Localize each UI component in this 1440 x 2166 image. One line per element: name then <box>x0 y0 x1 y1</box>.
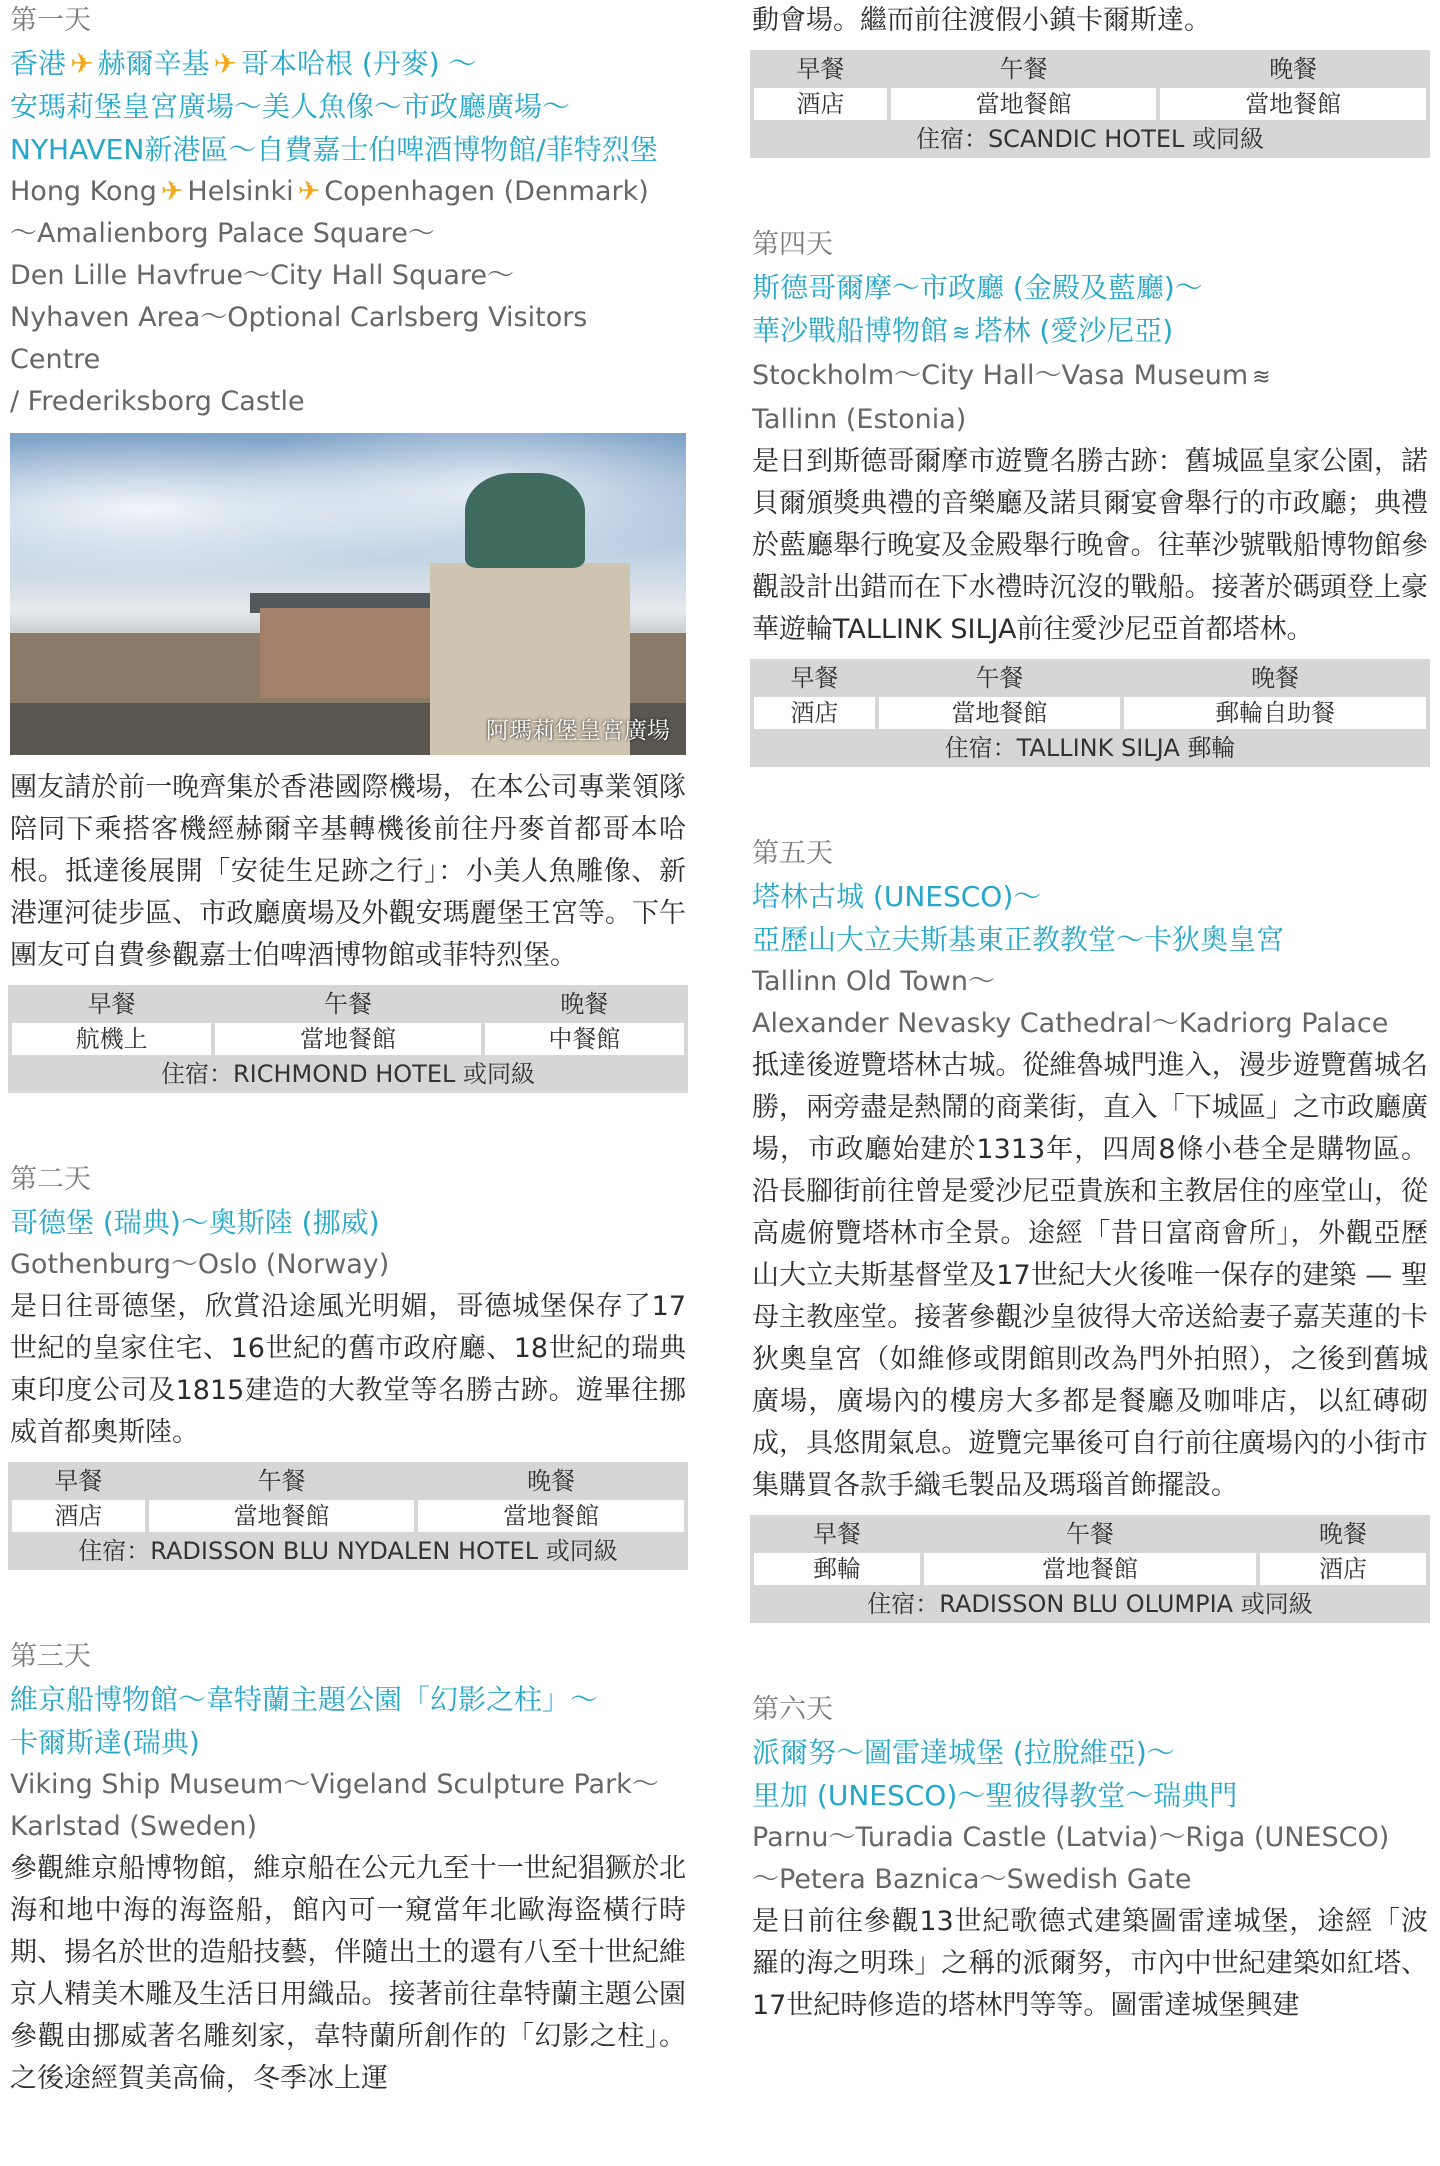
day-title-en: Alexander Nevasky Cathedral～Kadriorg Palace <box>752 1008 1389 1039</box>
breakfast-header: 早餐 <box>754 662 875 694</box>
day-description-continued: 動會場。繼而前往渡假小鎮卡爾斯達。 <box>752 5 1211 36</box>
breakfast-value: 酒店 <box>12 1500 145 1532</box>
day-label: 第三天 <box>10 1641 91 1672</box>
dinner-value: 當地餐館 <box>418 1500 684 1532</box>
plane-icon: ✈ <box>160 176 184 207</box>
day-title-en: Viking Ship Museum～Vigeland Sculpture Park～ <box>10 1769 659 1800</box>
route-stop: 塔林 (愛沙尼亞) <box>974 314 1174 347</box>
dinner-header: 晚餐 <box>1260 1518 1426 1550</box>
route-stop: 香港 <box>10 47 67 80</box>
day-6 <box>752 1689 1428 2027</box>
breakfast-header: 早餐 <box>754 53 887 85</box>
day-title-en: ～Amalienborg Palace Square～ <box>10 218 435 249</box>
route-stop: Hong Kong <box>10 176 157 207</box>
day-title-cn: 里加 (UNESCO)～聖彼得教堂～瑞典門 <box>752 1779 1238 1812</box>
route-stop: 華沙戰船博物館 <box>752 314 949 347</box>
breakfast-value: 酒店 <box>754 88 887 120</box>
plane-icon: ✈ <box>70 47 94 80</box>
lunch-value: 當地餐館 <box>215 1023 481 1055</box>
day-title-cn: 維京船博物館～韋特蘭主題公園「幻影之柱」～ <box>10 1683 599 1716</box>
day-title-cn: 塔林古城 (UNESCO)～ <box>752 880 1042 913</box>
day-1 <box>10 0 686 1093</box>
breakfast-value: 酒店 <box>754 697 875 729</box>
lunch-value: 當地餐館 <box>924 1553 1256 1585</box>
day-label: 第六天 <box>752 1694 833 1725</box>
day-description: 參觀維京船博物館，維京船在公元九至十一世紀猖獗於北海和地中海的海盜船，館內可一窺當年北歐海盜橫行時期、揚名於世的造船技藝，伴隨出土的還有八至十世紀維京人精美木雕及生活日用織品。接著前往韋特蘭主題公園參觀由挪威著名雕刻家，韋特蘭所創作的「幻影之柱」。之後途經賀美高倫，冬季冰上運 <box>10 1853 686 2094</box>
day-title-en: Karlstad (Sweden) <box>10 1811 258 1842</box>
lunch-value: 當地餐館 <box>879 697 1120 729</box>
accommodation: 住宿：RICHMOND HOTEL 或同級 <box>12 1058 684 1090</box>
day-title-en: ～Petera Baznica～Swedish Gate <box>752 1864 1192 1895</box>
right-column <box>752 0 1428 2093</box>
day-title-cn: 亞歷山大立夫斯基東正教教堂～卡狄奧皇宮 <box>752 923 1285 956</box>
day-title-cn: 卡爾斯達(瑞典) <box>10 1726 200 1759</box>
day-description: 是日前往參觀13世紀歌德式建築圖雷達城堡，途經「波羅的海之明珠」之稱的派爾努，市內中世紀建築如紅塔、17世紀時修造的塔林門等等。圖雷達城堡興建 <box>752 1906 1428 2021</box>
accommodation: 住宿：TALLINK SILJA 郵輪 <box>754 732 1426 764</box>
route-stop: Helsinki <box>187 176 294 207</box>
lunch-header: 午餐 <box>215 988 481 1020</box>
lunch-value: 當地餐館 <box>891 88 1157 120</box>
route-stop: Stockholm～City Hall～Vasa Museum <box>752 360 1249 391</box>
dinner-header: 晚餐 <box>418 1465 684 1497</box>
meal-table <box>8 985 688 1093</box>
accommodation: 住宿：RADISSON BLU NYDALEN HOTEL 或同級 <box>12 1535 684 1567</box>
route-stop: 赫爾辛基 <box>97 47 210 80</box>
breakfast-header: 早餐 <box>12 988 211 1020</box>
day-label: 第五天 <box>752 838 833 869</box>
photo-caption: 阿瑪莉堡皇宮廣場 <box>486 718 670 744</box>
day-description: 是日到斯德哥爾摩市遊覽名勝古跡：舊城區皇家公園，諾貝爾頒獎典禮的音樂廳及諾貝爾宴會舉行的市政廳；典禮於藍廳舉行晚宴及金殿舉行晚會。往華沙號戰船博物館參觀設計出錯而在下水禮時沉沒的戰船。接著於碼頭登上豪華遊輪TALLINK SILJA前往愛沙尼亞首都塔林。 <box>752 446 1428 645</box>
route-stop: Copenhagen (Denmark) <box>324 176 649 207</box>
day-2 <box>10 1159 686 1570</box>
dinner-value: 當地餐館 <box>1160 88 1426 120</box>
day-description: 是日往哥德堡，欣賞沿途風光明媚，哥德城堡保存了17世紀的皇家住宅、16世紀的舊市政府廳、18世紀的瑞典東印度公司及1815建造的大教堂等名勝古跡。遊畢往挪威首都奧斯陸。 <box>10 1291 686 1448</box>
day-label: 第四天 <box>752 229 833 260</box>
day-description: 抵達後遊覽塔林古城。從維魯城門進入，漫步遊覽舊城名勝，兩旁盡是熱鬧的商業街，直入「下城區」之市政廳廣場，市政廳始建於1313年，四周8條小巷全是購物區。沿長腳街前往曾是愛沙尼亞貴族和主教居住的座堂山，從高處俯覽塔林市全景。途經「昔日富商會所」，外觀亞歷山大立夫斯基督堂及17世紀大火後唯一保存的建築 — 聖母主教座堂。接著參觀沙皇彼得大帝送給妻子嘉芙蓮的卡狄奧皇宮（如維修或閉館則改為門外拍照），之後到舊城廣場，廣場內的樓房大多都是餐廳及咖啡店，以紅磚砌成，具悠閒氣息。遊覽完畢後可自行前往廣場內的小街市集購買各款手織毛製品及瑪瑙首飾擺設。 <box>752 1050 1428 1501</box>
day-title-cn: 哥德堡 (瑞典)～奧斯陸 (挪威) <box>10 1206 380 1239</box>
dinner-header: 晚餐 <box>485 988 684 1020</box>
day-title-cn: 斯德哥爾摩～市政廳 (金殿及藍廳)～ <box>752 271 1203 304</box>
lunch-value: 當地餐館 <box>149 1500 415 1532</box>
day-title-cn: 安瑪莉堡皇宮廣場～美人魚像～市政廳廣場～ <box>10 90 571 123</box>
day-3 <box>10 1636 686 2100</box>
meal-table <box>750 50 1430 158</box>
day-4 <box>752 224 1428 767</box>
day-title-en <box>10 171 686 213</box>
lunch-header: 午餐 <box>879 662 1120 694</box>
breakfast-value: 郵輪 <box>754 1553 920 1585</box>
amalienborg-photo <box>10 433 686 755</box>
day-title-en: Den Lille Havfrue～City Hall Square～ <box>10 260 514 291</box>
day-label: 第一天 <box>10 5 91 36</box>
day-title-en: Gothenburg～Oslo (Norway) <box>10 1249 390 1280</box>
day-5 <box>752 833 1428 1623</box>
dinner-value: 中餐館 <box>485 1023 684 1055</box>
dinner-header: 晚餐 <box>1124 662 1426 694</box>
breakfast-value: 航機上 <box>12 1023 211 1055</box>
day-title-cn: NYHAVEN新港區～自費嘉士伯啤酒博物館/菲特烈堡 <box>10 133 658 166</box>
lunch-header: 午餐 <box>924 1518 1256 1550</box>
ferry-icon: ≋ <box>1252 365 1271 390</box>
breakfast-header: 早餐 <box>754 1518 920 1550</box>
route-stop: 哥本哈根 (丹麥) ～ <box>240 47 477 80</box>
dinner-value: 酒店 <box>1260 1553 1426 1585</box>
plane-icon: ✈ <box>213 47 237 80</box>
dinner-header: 晚餐 <box>1160 53 1426 85</box>
day-title-en: Tallinn Old Town～ <box>752 966 995 997</box>
day-label: 第二天 <box>10 1164 91 1195</box>
day-title-cn <box>10 42 686 85</box>
day-title-en: Nyhaven Area～Optional Carlsberg Visitors Centre <box>10 302 588 375</box>
meal-table <box>750 659 1430 767</box>
accommodation: 住宿：SCANDIC HOTEL 或同級 <box>754 123 1426 155</box>
day-title-cn <box>752 309 1428 355</box>
day-title-en: Parnu～Turadia Castle (Latvia)～Riga (UNESCO) <box>752 1822 1390 1853</box>
day-title-en <box>752 355 1428 399</box>
accommodation: 住宿：RADISSON BLU OLUMPIA 或同級 <box>754 1588 1426 1620</box>
equestrian-statue <box>465 473 585 568</box>
breakfast-header: 早餐 <box>12 1465 145 1497</box>
day-title-en: / Frederiksborg Castle <box>10 386 305 417</box>
meal-table <box>750 1515 1430 1623</box>
day-title-cn: 派爾努～圖雷達城堡 (拉脫維亞)～ <box>752 1736 1175 1769</box>
lunch-header: 午餐 <box>891 53 1157 85</box>
day-title-en: Tallinn (Estonia) <box>752 404 967 435</box>
ferry-icon: ≋ <box>952 321 971 346</box>
meal-table <box>8 1462 688 1570</box>
day-3-continued <box>752 0 1428 158</box>
left-column <box>10 0 686 2166</box>
dinner-value: 郵輪自助餐 <box>1124 697 1426 729</box>
plane-icon: ✈ <box>297 176 321 207</box>
day-description: 團友請於前一晚齊集於香港國際機場，在本公司專業領隊陪同下乘搭客機經赫爾辛基轉機後前往丹麥首都哥本哈根。抵達後展開「安徒生足跡之行」：小美人魚雕像、新港運河徒步區、市政廳廣場及外觀安瑪麗堡王宮等。下午團友可自費參觀嘉士伯啤酒博物館或菲特烈堡。 <box>10 772 686 971</box>
lunch-header: 午餐 <box>149 1465 415 1497</box>
